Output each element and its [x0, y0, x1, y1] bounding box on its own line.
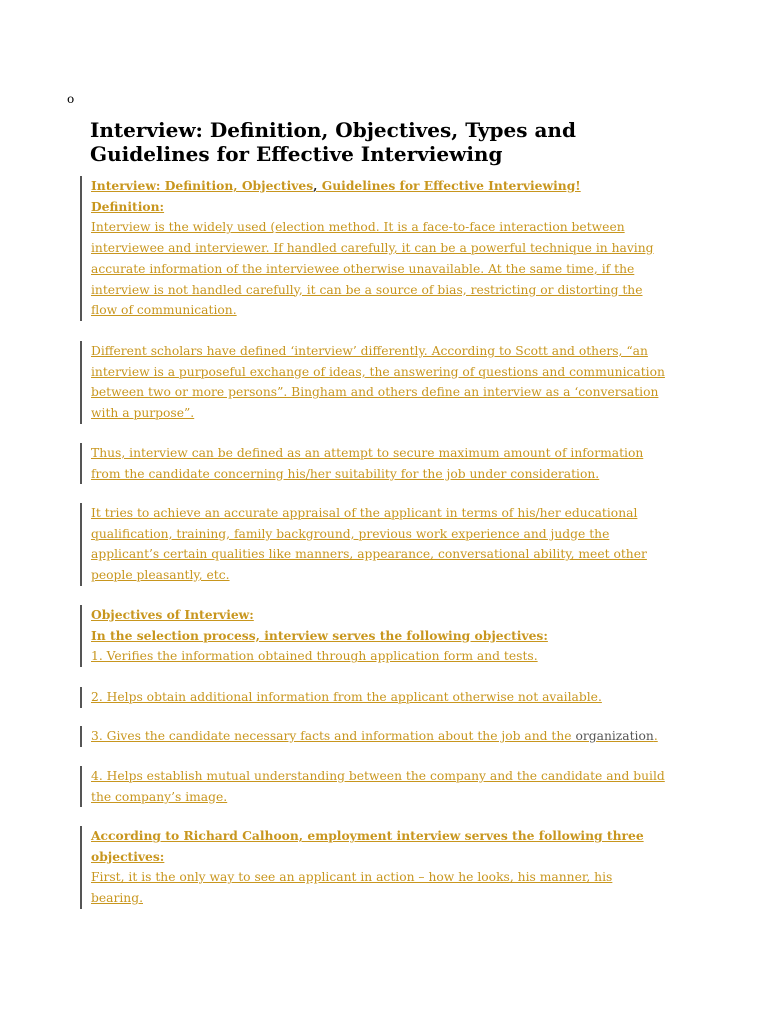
objectives-intro: In the selection process, interview serves the following objectives: [91, 627, 548, 643]
calhoon-heading: According to Richard Calhoon, employment interview serves the following three [91, 828, 644, 843]
objectives-block [80, 605, 691, 667]
paragraph-line: interview is a purposeful exchange of ideas, the answering of questions and communication [91, 364, 665, 379]
appraisal-block [80, 503, 691, 586]
definition-label: Definition: [91, 198, 165, 214]
paragraph-line: bearing. [91, 891, 143, 906]
objective-item: 4. Helps establish mutual understanding between the company and the candidate and build [91, 769, 665, 783]
paragraph-line: applicant’s certain qualities like manners, appearance, conversational ability, meet other [91, 547, 647, 562]
heading-link-line [91, 176, 691, 197]
objective-item: the company’s image. [91, 789, 228, 804]
paragraph-line: It tries to achieve an accurate appraisal of the applicant in terms of his/her educational [91, 506, 638, 520]
objectives-heading: Objectives of Interview: [91, 607, 254, 622]
objective-text: 3. Gives the candidate necessary facts and information about the job and the [91, 729, 576, 743]
heading-link-objectives[interactable]: Interview: Definition, Objectives [91, 178, 314, 193]
objective-item: 1. Verifies the information obtained through application form and tests. [91, 649, 538, 664]
objective-end: . [653, 729, 658, 743]
calhoon-heading: objectives: [91, 848, 165, 864]
paragraph-line: interviewee and interviewer. If handled carefully, it can be a powerful technique in having [91, 241, 654, 256]
paragraph-line: qualification, training, family background, previous work experience and judge the [91, 526, 610, 541]
objective-4-block [80, 766, 691, 807]
paragraph-line: between two or more persons”. Bingham and others define an interview as a ‘conversation [91, 385, 659, 400]
summary-block [80, 443, 691, 484]
objective-item [91, 726, 691, 747]
heading-link-guidelines[interactable]: Guidelines for Effective Interviewing! [317, 178, 581, 193]
paragraph-line: interview is not handled carefully, it can be a source of bias, restricting or distorting the [91, 282, 643, 297]
paragraph-line: Different scholars have defined ‘interview’ differently. According to Scott and others, “an [91, 344, 648, 358]
scholars-definition-block [80, 341, 691, 424]
title-line: Interview: Definition, Objectives, Types and [90, 118, 576, 142]
objective-item: 2. Helps obtain additional information from the applicant otherwise not available. [91, 690, 602, 704]
paragraph-line: First, it is the only way to see an applicant in action – how he looks, his manner, his [91, 870, 613, 885]
list-bullet-marker: o [67, 92, 75, 106]
paragraph-line: flow of communication. [91, 303, 237, 318]
paragraph-line: with a purpose”. [91, 406, 195, 421]
calhoon-block [80, 826, 691, 909]
heading-separator: , [313, 178, 318, 193]
organization-link[interactable]: organization [575, 729, 654, 743]
page-title [90, 118, 690, 166]
paragraph-line: Interview is the widely used (election method. It is a face-to-face interaction between [91, 220, 625, 235]
paragraph-line: Thus, interview can be defined as an attempt to secure maximum amount of information [91, 446, 644, 460]
paragraph-line: accurate information of the interviewee otherwise unavailable. At the same time, if the [91, 261, 635, 276]
objective-2-block [80, 687, 691, 708]
objective-3-block [80, 726, 691, 747]
title-line: Guidelines for Effective Interviewing [90, 142, 503, 166]
definition-block [80, 176, 691, 321]
paragraph-line: people pleasantly, etc. [91, 568, 230, 583]
paragraph-line: from the candidate concerning his/her suitability for the job under consideration. [91, 466, 600, 481]
